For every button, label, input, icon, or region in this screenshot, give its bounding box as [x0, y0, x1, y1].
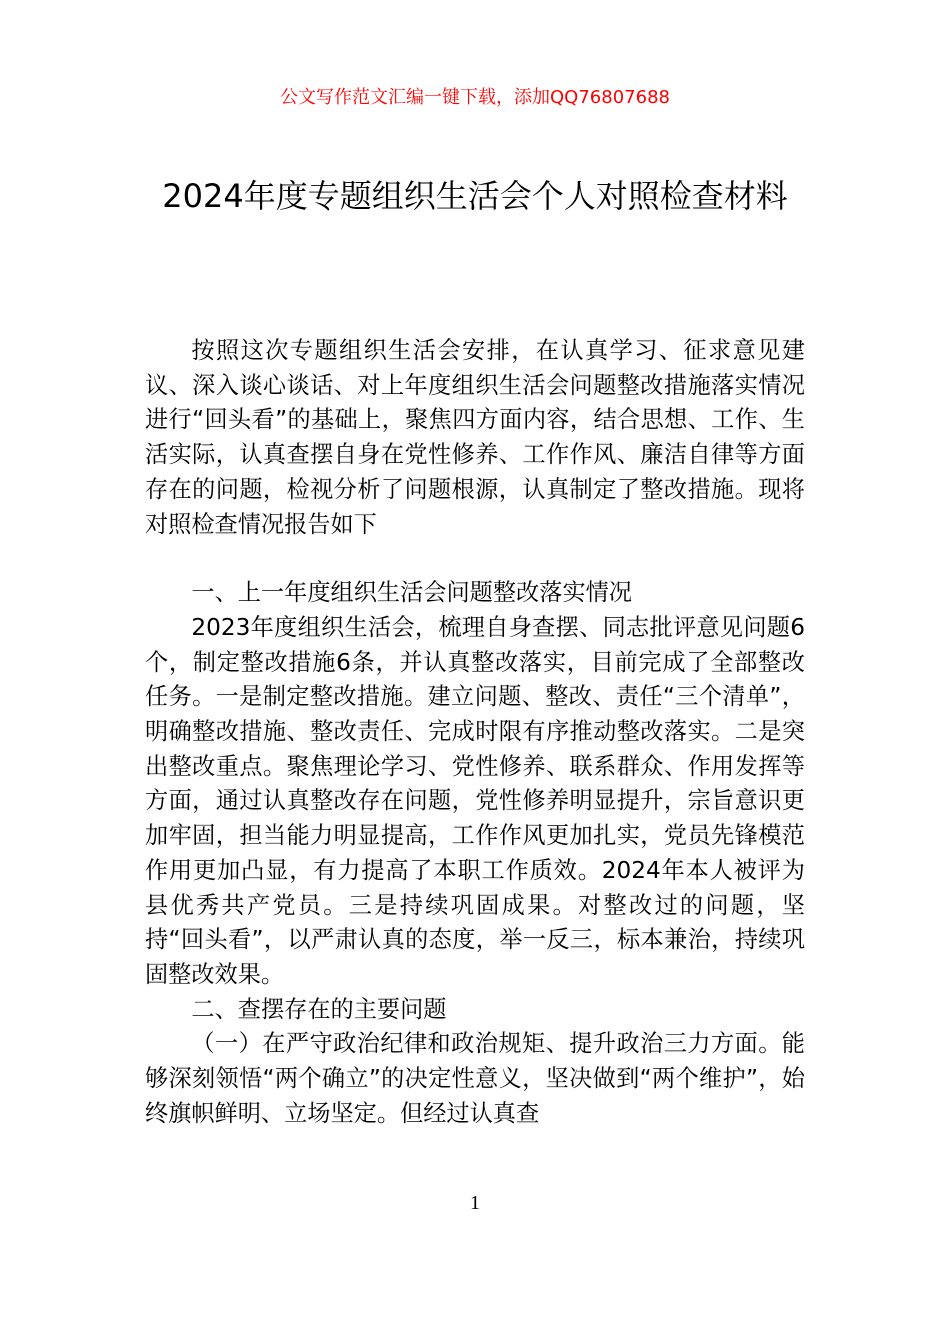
section-1-paragraph: 2023年度组织生活会，梳理自身查摆、同志批评意见问题6个，制定整改措施6条，并认真整改落实，目前完成了全部整改任务。一是制定整改措施。建立问题、整改、责任“三个清单”，明确整改措施、整改责任、完成时限有序推动整改落实。二是突出整改重点。聚焦理论学习、党性修养、联系群众、作用发挥等方面，通过认真整改存在问题，党性修养明显提升，宗旨意识更加牢固，担当能力明显提高，工作作风更加扎实，党员先锋模范作用更加凸显，有力提高了本职工作质效。2024年本人被评为县优秀共产党员。三是持续巩固成果。对整改过的问题，坚持“回头看”，以严肃认真的态度，举一反三，标本兼治，持续巩固整改效果。: [145, 613, 805, 988]
document-title: 2024年度专题组织生活会个人对照检查材料: [162, 177, 788, 215]
section-heading-2: 二、查摆存在的主要问题: [191, 995, 447, 1023]
section-heading-1: 一、上一年度组织生活会问题整改落实情况: [191, 579, 632, 607]
intro-paragraph: 按照这次专题组织生活会安排，在认真学习、征求意见建议、深入谈心谈话、对上年度组织生活会问题整改措施落实情况进行“回头看”的基础上，聚焦四方面内容，结合思想、工作、生活实际，认真查摆自身在党性修养、工作作风、廉洁自律等方面存在的问题，检视分析了问题根源，认真制定了整改措施。现将对照检查情况报告如下: [145, 337, 805, 538]
page-number: 1: [470, 1192, 480, 1214]
document-body: [145, 334, 805, 1131]
section-2-paragraph: （一）在严守政治纪律和政治规矩、提升政治三力方面。能够深刻领悟“两个确立”的决定性意义，坚决做到“两个维护”，始终旗帜鲜明、立场坚定。但经过认真查: [145, 1030, 805, 1127]
promo-header: 公文写作范文汇编一键下载，添加QQ76807688: [280, 87, 670, 108]
